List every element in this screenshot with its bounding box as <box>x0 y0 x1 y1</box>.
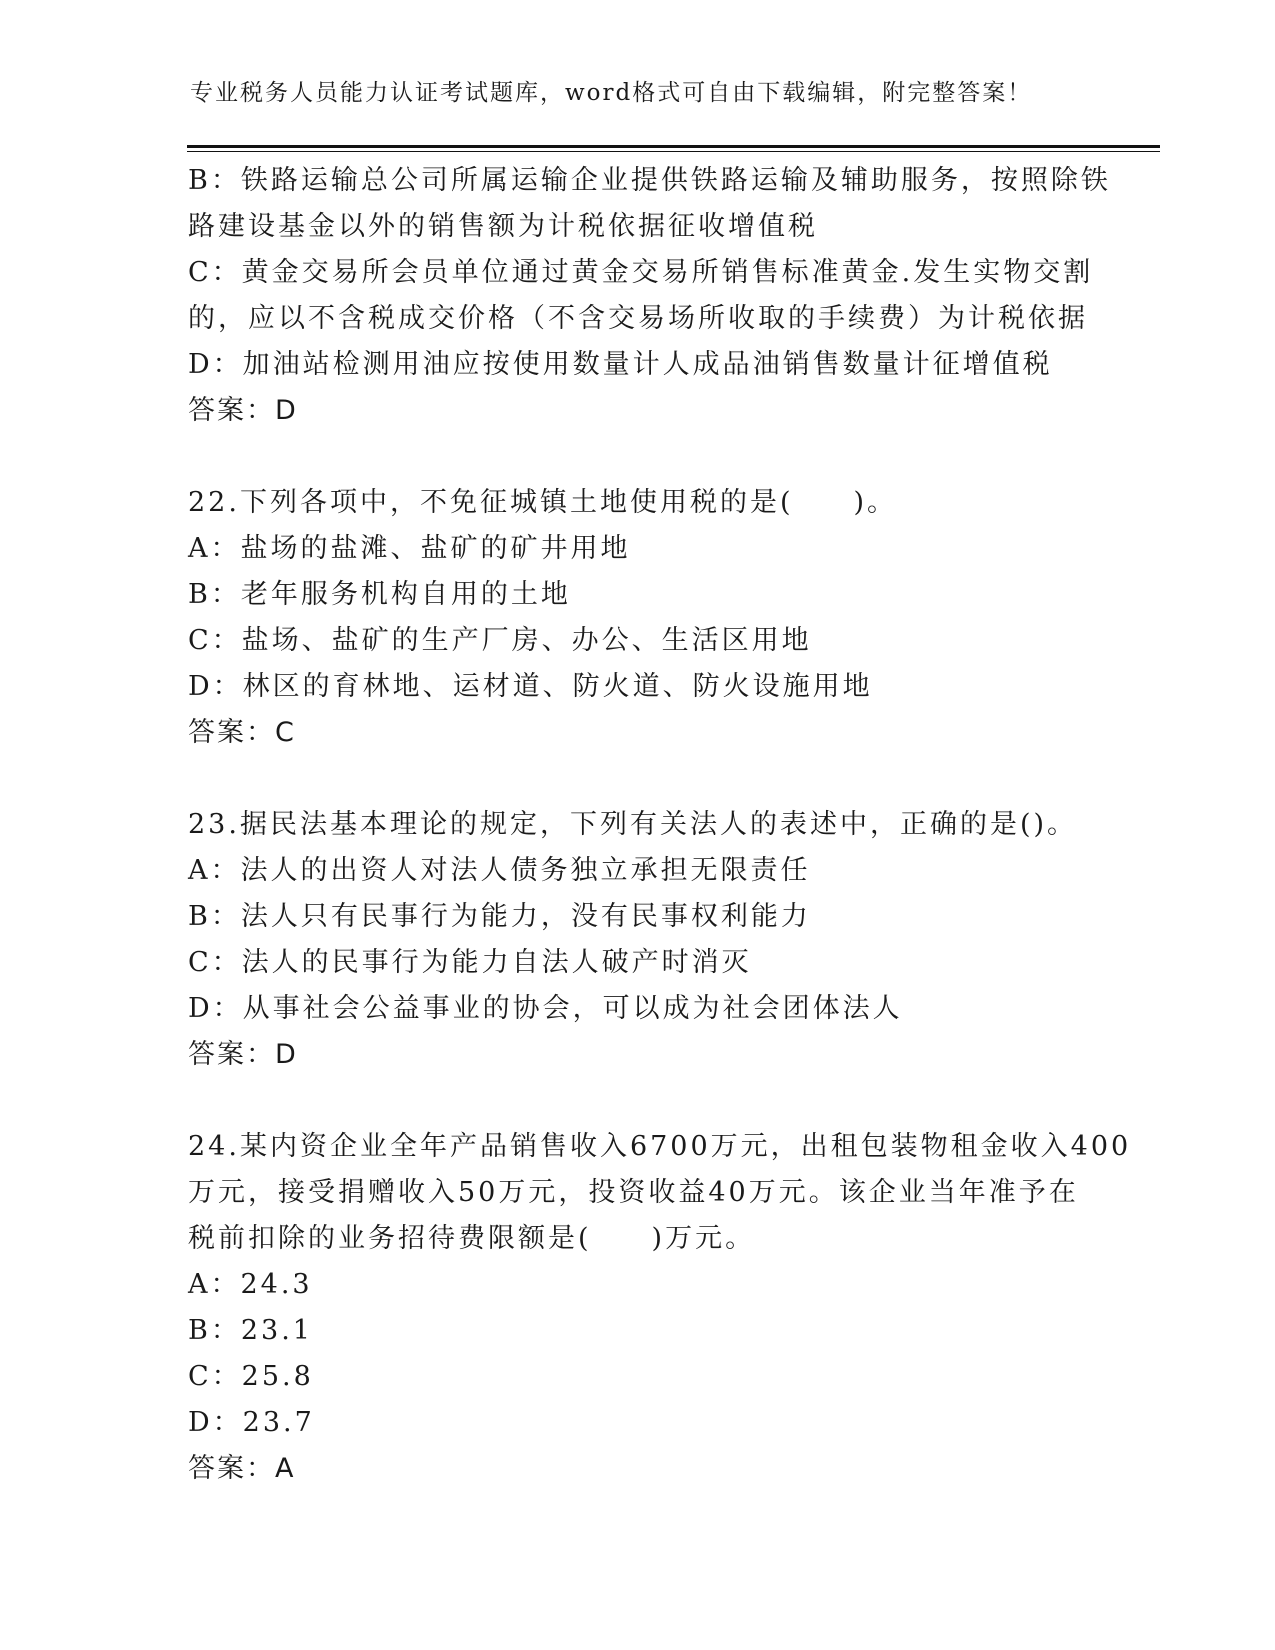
question-23 <box>188 802 1088 1078</box>
page-header-title: 专业税务人员能力认证考试题库，word格式可自由下载编辑，附完整答案！ <box>190 80 1033 106</box>
option-b: B：法人只有民事行为能力，没有民事权利能力 <box>188 901 811 932</box>
option-b: B：23.1 <box>188 1315 313 1346</box>
option-c: C：法人的民事行为能力自法人破产时消灭 <box>188 947 752 978</box>
question-stem: 22.下列各项中，不免征城镇土地使用税的是( )。 <box>188 487 898 518</box>
question-content <box>188 158 1132 1492</box>
option-a: A：法人的出资人对法人债务独立承担无限责任 <box>188 855 811 886</box>
answer-line: 答案：C <box>188 717 296 748</box>
option-c-line-2: 的，应以不含税成交价格（不含交易场所收取的手续费）为计税依据 <box>188 303 1088 334</box>
option-d: D：林区的育林地、运材道、防火道、防火设施用地 <box>188 671 873 702</box>
option-c-line-1: C：黄金交易所会员单位通过黄金交易所销售标准黄金.发生实物交割 <box>188 257 1094 288</box>
answer-line: 答案：A <box>188 1453 296 1484</box>
option-a: A：盐场的盐滩、盐矿的矿井用地 <box>188 533 631 564</box>
option-b-line-2: 路建设基金以外的销售额为计税依据征收增值税 <box>188 211 818 242</box>
option-c: C：盐场、盐矿的生产厂房、办公、生活区用地 <box>188 625 812 656</box>
question-stem: 23.据民法基本理论的规定，下列有关法人的表述中，正确的是()。 <box>188 809 1078 840</box>
spacer <box>188 434 1088 480</box>
question-24 <box>188 1124 1132 1492</box>
header-divider <box>187 145 1160 152</box>
option-b-line-1: B：铁路运输总公司所属运输企业提供铁路运输及辅助服务，按照除铁 <box>188 165 1111 196</box>
question-21-continuation <box>188 158 1111 434</box>
option-b: B：老年服务机构自用的土地 <box>188 579 571 610</box>
answer-line: 答案：D <box>188 1039 298 1070</box>
answer-line: 答案：D <box>188 395 298 426</box>
option-d: D：加油站检测用油应按使用数量计人成品油销售数量计征增值税 <box>188 349 1053 380</box>
spacer <box>188 756 1088 802</box>
option-d: D：23.7 <box>188 1407 315 1438</box>
option-c: C：25.8 <box>188 1361 314 1392</box>
question-stem-line-1: 24.某内资企业全年产品销售收入6700万元，出租包装物租金收入400 <box>188 1131 1132 1162</box>
spacer <box>188 1078 1088 1124</box>
question-stem-line-2: 万元，接受捐赠收入50万元，投资收益40万元。该企业当年准予在 <box>188 1177 1079 1208</box>
question-22 <box>188 480 1088 756</box>
question-stem-line-3: 税前扣除的业务招待费限额是( )万元。 <box>188 1223 756 1254</box>
option-d: D：从事社会公益事业的协会，可以成为社会团体法人 <box>188 993 903 1024</box>
option-a: A：24.3 <box>188 1269 313 1300</box>
